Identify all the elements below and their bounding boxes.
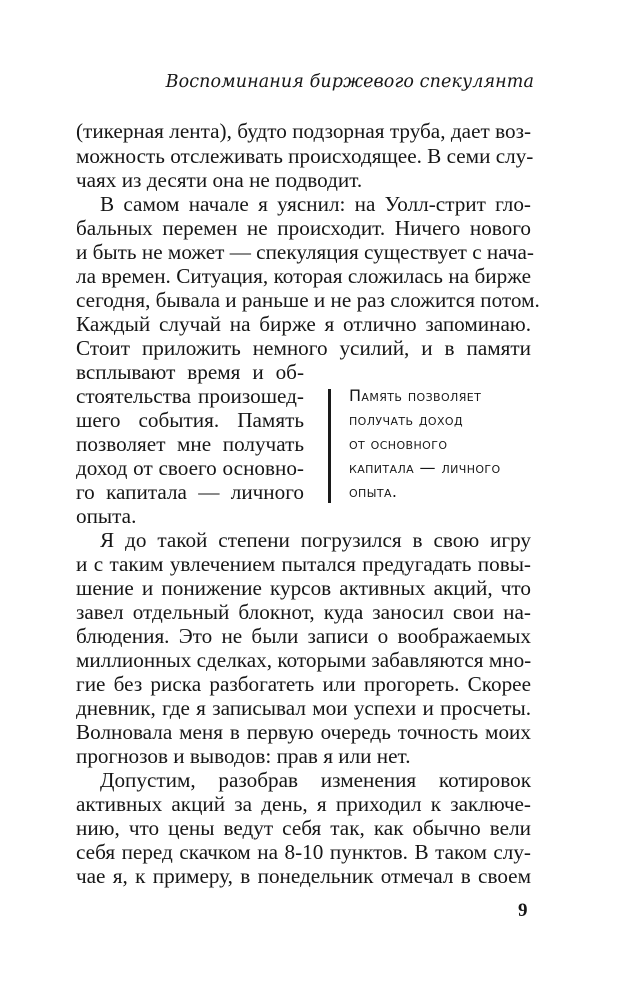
text-line: Каждый случай на бирже я отлично запоминаю.	[76, 312, 531, 336]
text-line: стоятельства произошед-	[76, 384, 304, 408]
pull-quote	[349, 384, 549, 504]
page-number: 9	[518, 900, 528, 921]
text-line: В самом начале я уяснил: на Уолл-стрит гло-	[100, 192, 531, 216]
text-line: завел отдельный блокнот, куда заносил свои на-	[76, 600, 531, 624]
pull-quote-line: капитала — личного	[349, 458, 501, 477]
text-line: чаях из десяти она не подводит.	[76, 168, 363, 192]
text-line: Волновала меня в первую очередь точность моих	[76, 720, 531, 744]
pull-quote-line: опыта.	[349, 482, 398, 501]
text-line: бальных перемен не происходит. Ничего нового	[76, 216, 531, 240]
pull-quote-line: получать доход	[349, 410, 463, 429]
text-line: (тикерная лента), будто подзорная труба, дает воз-	[76, 119, 531, 143]
text-line: нию, что цены ведут себя так, как обычно вели	[76, 816, 531, 840]
text-line: можность отслеживать происходящее. В семи слу-	[76, 144, 534, 168]
text-line: Допустим, разобрав изменения котировок	[100, 768, 531, 792]
text-line: шего события. Память	[76, 408, 304, 432]
text-line: ла времен. Ситуация, которая сложилась на бирже	[76, 264, 531, 288]
pull-quote-line: Память позволяет	[349, 386, 482, 405]
text-line: Я до такой степени погрузился в свою игру	[100, 528, 531, 552]
running-head: Воспоминания биржевого спекулянта	[165, 72, 534, 92]
text-line: и с таким увлечением пытался предугадать повы-	[76, 552, 531, 576]
text-line: опыта.	[76, 504, 137, 528]
text-line: го капитала — личного	[76, 480, 304, 504]
text-line: блюдения. Это не были записи о воображаемых	[76, 624, 531, 648]
pull-quote-rule	[328, 389, 331, 503]
text-line: активных акций за день, я приходил к заключе-	[76, 792, 531, 816]
text-line: дневник, где я записывал мои успехи и просчеты.	[76, 696, 531, 720]
text-line: Стоит приложить немного усилий, и в памяти	[76, 336, 531, 360]
text-line: сегодня, бывала и раньше и не раз сложится потом.	[76, 288, 540, 312]
pull-quote-line: от основного	[349, 434, 448, 453]
text-line: и быть не может — спекуляция существует с нача-	[76, 240, 534, 264]
text-line: шение и понижение курсов активных акций, что	[76, 576, 531, 600]
text-line: миллионных сделках, которыми забавляются мно-	[76, 648, 532, 672]
text-line: позволяет мне получать	[76, 432, 304, 456]
text-line: себя перед скачком на 8-10 пунктов. В таком слу-	[76, 840, 531, 864]
text-line: доход от своего основно-	[76, 456, 304, 480]
text-line: гие без риска разбогатеть или прогореть. Скорее	[76, 672, 531, 696]
text-line: всплывают время и об-	[76, 360, 304, 384]
text-line: прогнозов и выводов: прав я или нет.	[76, 744, 411, 768]
text-line: чае я, к примеру, в понедельник отмечал в своем	[76, 864, 531, 888]
